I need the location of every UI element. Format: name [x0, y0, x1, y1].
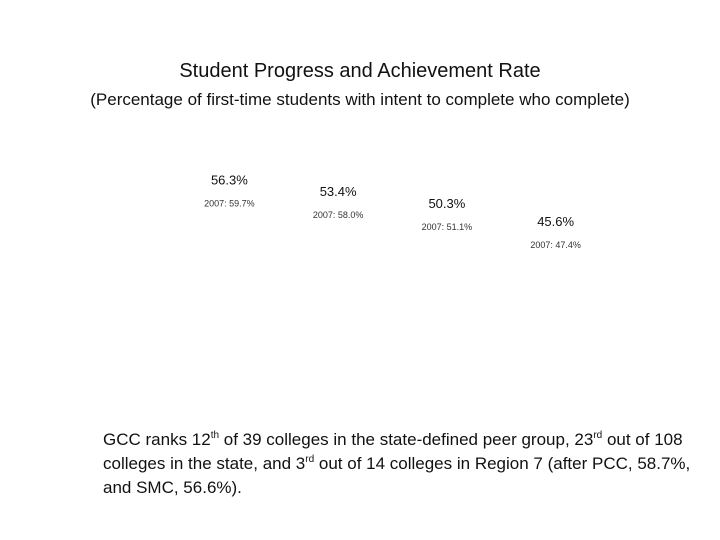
- value-label-1: 53.4%: [319, 183, 357, 199]
- footnote-text-4: out of 14 colleges in Region 7 (after PCC, 58.7%, and SMC, 56.6%).: [103, 454, 691, 497]
- prior-year-label-0: 2007: 59.7%: [204, 198, 255, 209]
- chart-subtitle: (Percentage of first-time students with intent to complete who complete): [90, 90, 630, 109]
- prior-year-label-1: 2007: 58.0%: [312, 209, 364, 220]
- value-label-0: 56.3%: [210, 172, 248, 188]
- value-label-3: 45.6%: [537, 214, 575, 230]
- bar-2: [409, 210, 485, 405]
- footnote-sup-1: th: [210, 430, 220, 441]
- bar-0: [191, 187, 267, 405]
- footnote-text-1: GCC ranks 12: [103, 430, 211, 449]
- prior-year-label-2: 2007: 51.1%: [421, 221, 473, 232]
- footnote-text-3: out of 108 colleges in the state, and 3: [103, 430, 683, 473]
- bar-1: [300, 198, 376, 405]
- footnote-sup-3: rd: [305, 454, 315, 465]
- footnote: [103, 428, 693, 500]
- footnote-text-2: of 39 colleges in the state-defined peer group, 23: [219, 430, 594, 449]
- prior-year-label-3: 2007: 47.4%: [530, 240, 581, 251]
- chart-title: Student Progress and Achievement Rate: [179, 60, 541, 82]
- bar-3: [518, 228, 594, 405]
- value-label-2: 50.3%: [428, 195, 466, 211]
- footnote-sup-2: rd: [593, 430, 603, 441]
